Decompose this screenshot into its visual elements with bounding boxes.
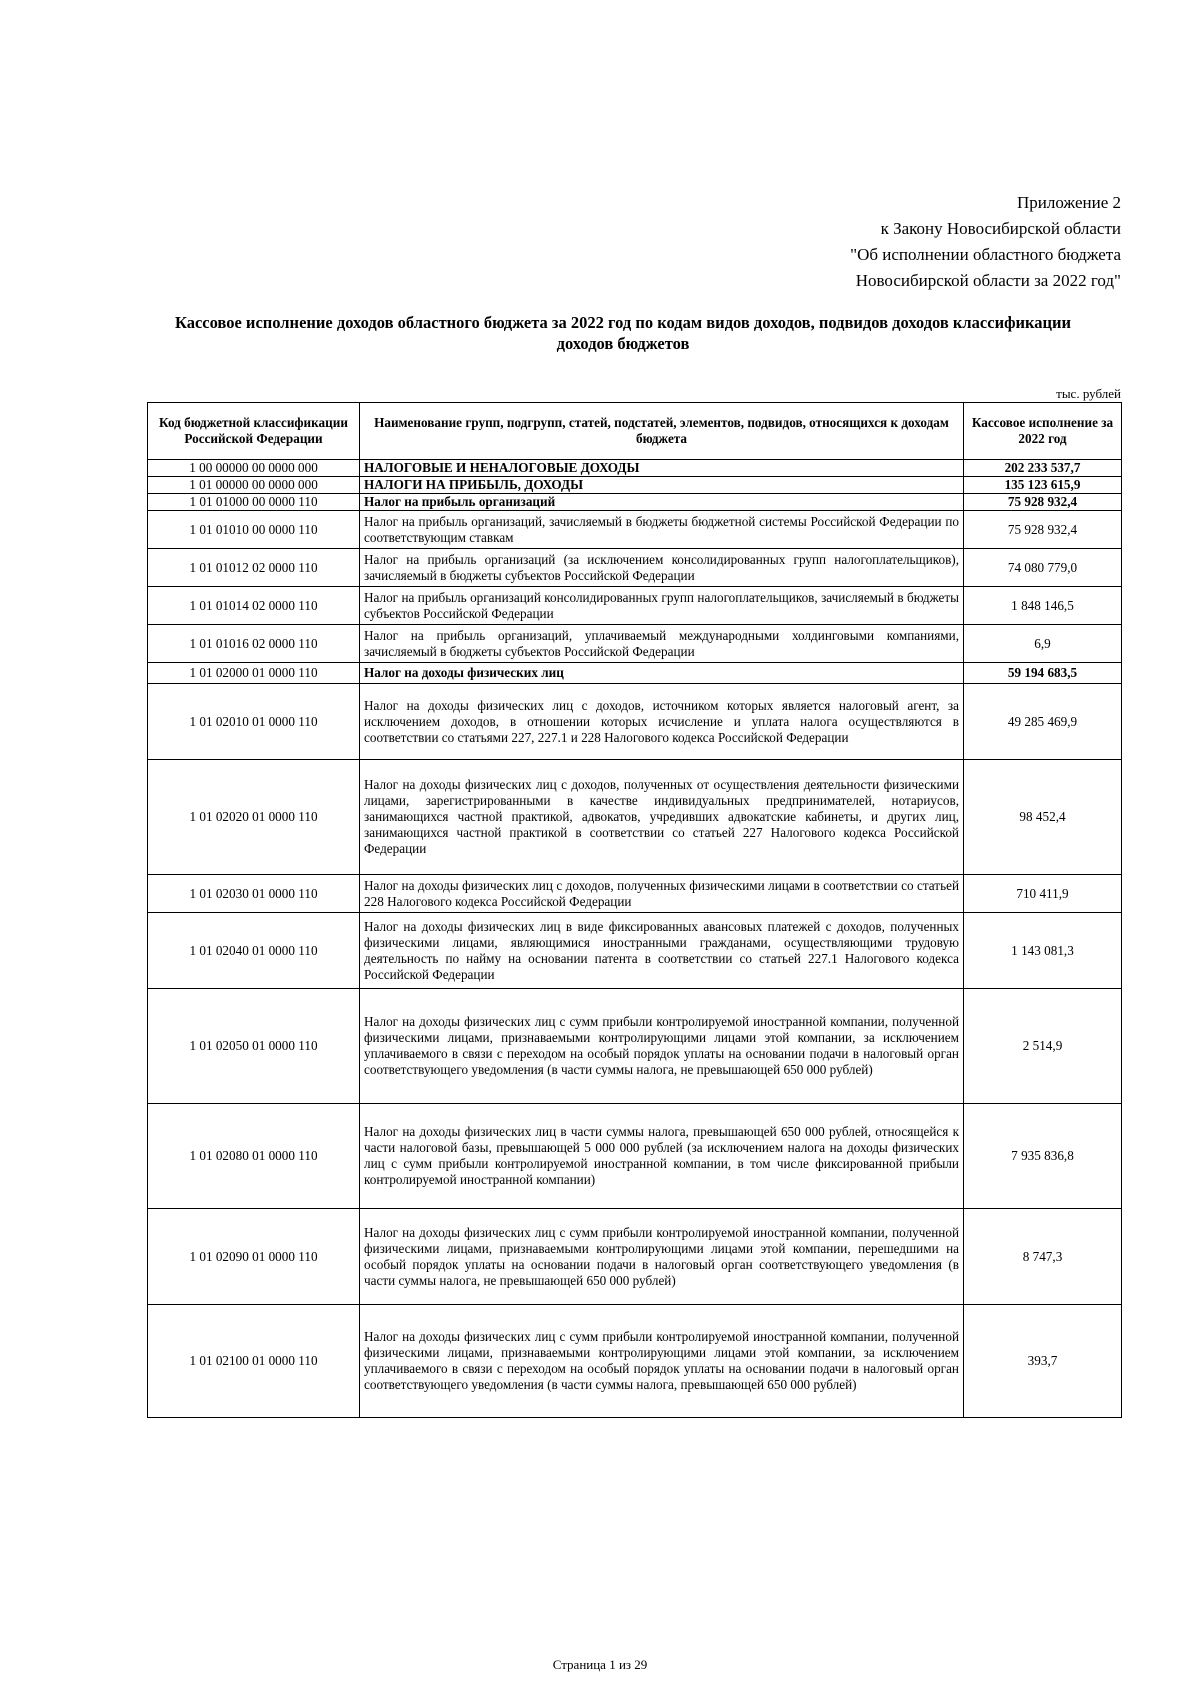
row-amount: 59 194 683,5: [964, 663, 1122, 684]
row-name: Налог на доходы физических лиц с сумм прибыли контролируемой иностранной компании, полученной физическими лицами, признаваемыми контролирующими лицами этой компании, за исключением уплачиваемого в связи с переходом на особый порядок уплаты на основании подачи в налоговый орган соответствующего уведомления (в части суммы налога, превышающей 650 000 рублей): [360, 1305, 964, 1418]
table-row: [148, 684, 1122, 760]
appendix-line: Приложение 2: [1017, 193, 1121, 212]
page-number: Страница 1 из 29: [552, 1657, 648, 1672]
row-amount: 710 411,9: [964, 875, 1122, 913]
row-code: 1 01 01012 02 0000 110: [148, 549, 360, 587]
row-name: Налог на доходы физических лиц с доходов, полученных от осуществления деятельности физическими лицами, зарегистрированными в качестве индивидуальных предпринимателей, нотариусов, занимающихся частной практикой, адвокатов, учредивших адвокатские кабинеты, и других лиц, занимающихся частной практикой в соответствии со статьей 227 Налогового кодекса Российской Федерации: [360, 760, 964, 875]
row-amount: 135 123 615,9: [964, 477, 1122, 494]
row-amount: 49 285 469,9: [964, 684, 1122, 760]
row-amount: 8 747,3: [964, 1209, 1122, 1305]
table-row: [148, 875, 1122, 913]
row-code: 1 01 01000 00 0000 110: [148, 494, 360, 511]
table-row: [148, 913, 1122, 989]
appendix-block: [661, 190, 1121, 294]
units-label: тыс. рублей: [1056, 386, 1121, 401]
row-name: Налог на прибыль организаций консолидированных групп налогоплательщиков, зачисляемый в бюджеты субъектов Российской Федерации: [360, 587, 964, 625]
row-amount: 7 935 836,8: [964, 1104, 1122, 1209]
table-row: [148, 460, 1122, 477]
table-row: [148, 1104, 1122, 1209]
header-code: Код бюджетной классификации Российской Федерации: [148, 403, 360, 460]
header-name: Наименование групп, подгрупп, статей, подстатей, элементов, подвидов, относящихся к доходам бюджета: [360, 403, 964, 460]
row-amount: 75 928 932,4: [964, 494, 1122, 511]
row-amount: 1 143 081,3: [964, 913, 1122, 989]
row-code: 1 01 02080 01 0000 110: [148, 1104, 360, 1209]
row-amount: 6,9: [964, 625, 1122, 663]
row-amount: 98 452,4: [964, 760, 1122, 875]
revenue-table: [147, 402, 1122, 1418]
row-name: НАЛОГОВЫЕ И НЕНАЛОГОВЫЕ ДОХОДЫ: [360, 460, 964, 477]
table-row: [148, 511, 1122, 549]
table-row: [148, 1209, 1122, 1305]
row-code: 1 01 02020 01 0000 110: [148, 760, 360, 875]
row-code: 1 01 01016 02 0000 110: [148, 625, 360, 663]
table-row: [148, 625, 1122, 663]
table-row: [148, 549, 1122, 587]
row-code: 1 01 00000 00 0000 000: [148, 477, 360, 494]
row-code: 1 01 01010 00 0000 110: [148, 511, 360, 549]
table-row: [148, 1305, 1122, 1418]
row-name: НАЛОГИ НА ПРИБЫЛЬ, ДОХОДЫ: [360, 477, 964, 494]
appendix-line: Новосибирской области за 2022 год": [855, 271, 1121, 290]
row-code: 1 01 02040 01 0000 110: [148, 913, 360, 989]
row-amount: 1 848 146,5: [964, 587, 1122, 625]
row-name: Налог на прибыль организаций, зачисляемый в бюджеты бюджетной системы Российской Федерации по соответствующим ставкам: [360, 511, 964, 549]
row-amount: 202 233 537,7: [964, 460, 1122, 477]
table-row: [148, 587, 1122, 625]
row-amount: 2 514,9: [964, 989, 1122, 1104]
table-row: [148, 760, 1122, 875]
row-name: Налог на доходы физических лиц в части суммы налога, превышающей 650 000 рублей, относящейся к части налоговой базы, превышающей 5 000 000 рублей (за исключением налога на доходы физических лиц с сумм прибыли контролируемой иностранной компании, в том числе фиксированной прибыли контролируемой иностранной компании): [360, 1104, 964, 1209]
appendix-line: к Закону Новосибирской области: [880, 219, 1121, 238]
row-name: Налог на прибыль организаций: [360, 494, 964, 511]
row-code: 1 01 02010 01 0000 110: [148, 684, 360, 760]
row-code: 1 01 02090 01 0000 110: [148, 1209, 360, 1305]
row-name: Налог на доходы физических лиц с сумм прибыли контролируемой иностранной компании, полученной физическими лицами, признаваемыми контролирующими лицами этой компании, перешедшими на особый порядок уплаты на основании подачи в налоговый орган соответствующего уведомления (в части суммы налога, не превышающей 650 000 рублей): [360, 1209, 964, 1305]
table-header-row: [148, 403, 1122, 460]
row-code: 1 01 01014 02 0000 110: [148, 587, 360, 625]
row-code: 1 01 02050 01 0000 110: [148, 989, 360, 1104]
table-row: [148, 989, 1122, 1104]
row-name: Налог на доходы физических лиц в виде фиксированных авансовых платежей с доходов, полученных физическими лицами, являющимися иностранными гражданами, осуществляющими трудовую деятельность по найму на основании патента в соответствии со статьей 227.1 Налогового кодекса Российской Федерации: [360, 913, 964, 989]
row-name: Налог на доходы физических лиц с сумм прибыли контролируемой иностранной компании, полученной физическими лицами, признаваемыми контролирующими лицами этой компании, за исключением уплачиваемого в связи с переходом на особый порядок уплаты на основании подачи в налоговый орган соответствующего уведомления (в части суммы налога, не превышающей 650 000 рублей): [360, 989, 964, 1104]
header-amount: Кассовое исполнение за 2022 год: [964, 403, 1122, 460]
row-name: Налог на доходы физических лиц с доходов, источником которых является налоговый агент, за исключением доходов, в отношении которых исчисление и уплата налога осуществляются в соответствии со статьями 227, 227.1 и 228 Налогового кодекса Российской Федерации: [360, 684, 964, 760]
row-name: Налог на прибыль организаций, уплачиваемый международными холдинговыми компаниями, зачисляемый в бюджеты субъектов Российской Федерации: [360, 625, 964, 663]
row-code: 1 01 02000 01 0000 110: [148, 663, 360, 684]
table-row: [148, 494, 1122, 511]
appendix-line: "Об исполнении областного бюджета: [850, 245, 1121, 264]
row-code: 1 00 00000 00 0000 000: [148, 460, 360, 477]
row-name: Налог на прибыль организаций (за исключением консолидированных групп налогоплательщиков), зачисляемый в бюджеты субъектов Российской Федерации: [360, 549, 964, 587]
row-amount: 74 080 779,0: [964, 549, 1122, 587]
document-title: Кассовое исполнение доходов областного бюджета за 2022 год по кодам видов доходов, подвидов доходов классификации доходов бюджетов: [174, 313, 1072, 353]
table-row: [148, 663, 1122, 684]
row-amount: 393,7: [964, 1305, 1122, 1418]
table-row: [148, 477, 1122, 494]
row-name: Налог на доходы физических лиц с доходов, полученных физическими лицами в соответствии со статьей 228 Налогового кодекса Российской Федерации: [360, 875, 964, 913]
row-code: 1 01 02100 01 0000 110: [148, 1305, 360, 1418]
row-amount: 75 928 932,4: [964, 511, 1122, 549]
row-code: 1 01 02030 01 0000 110: [148, 875, 360, 913]
row-name: Налог на доходы физических лиц: [360, 663, 964, 684]
